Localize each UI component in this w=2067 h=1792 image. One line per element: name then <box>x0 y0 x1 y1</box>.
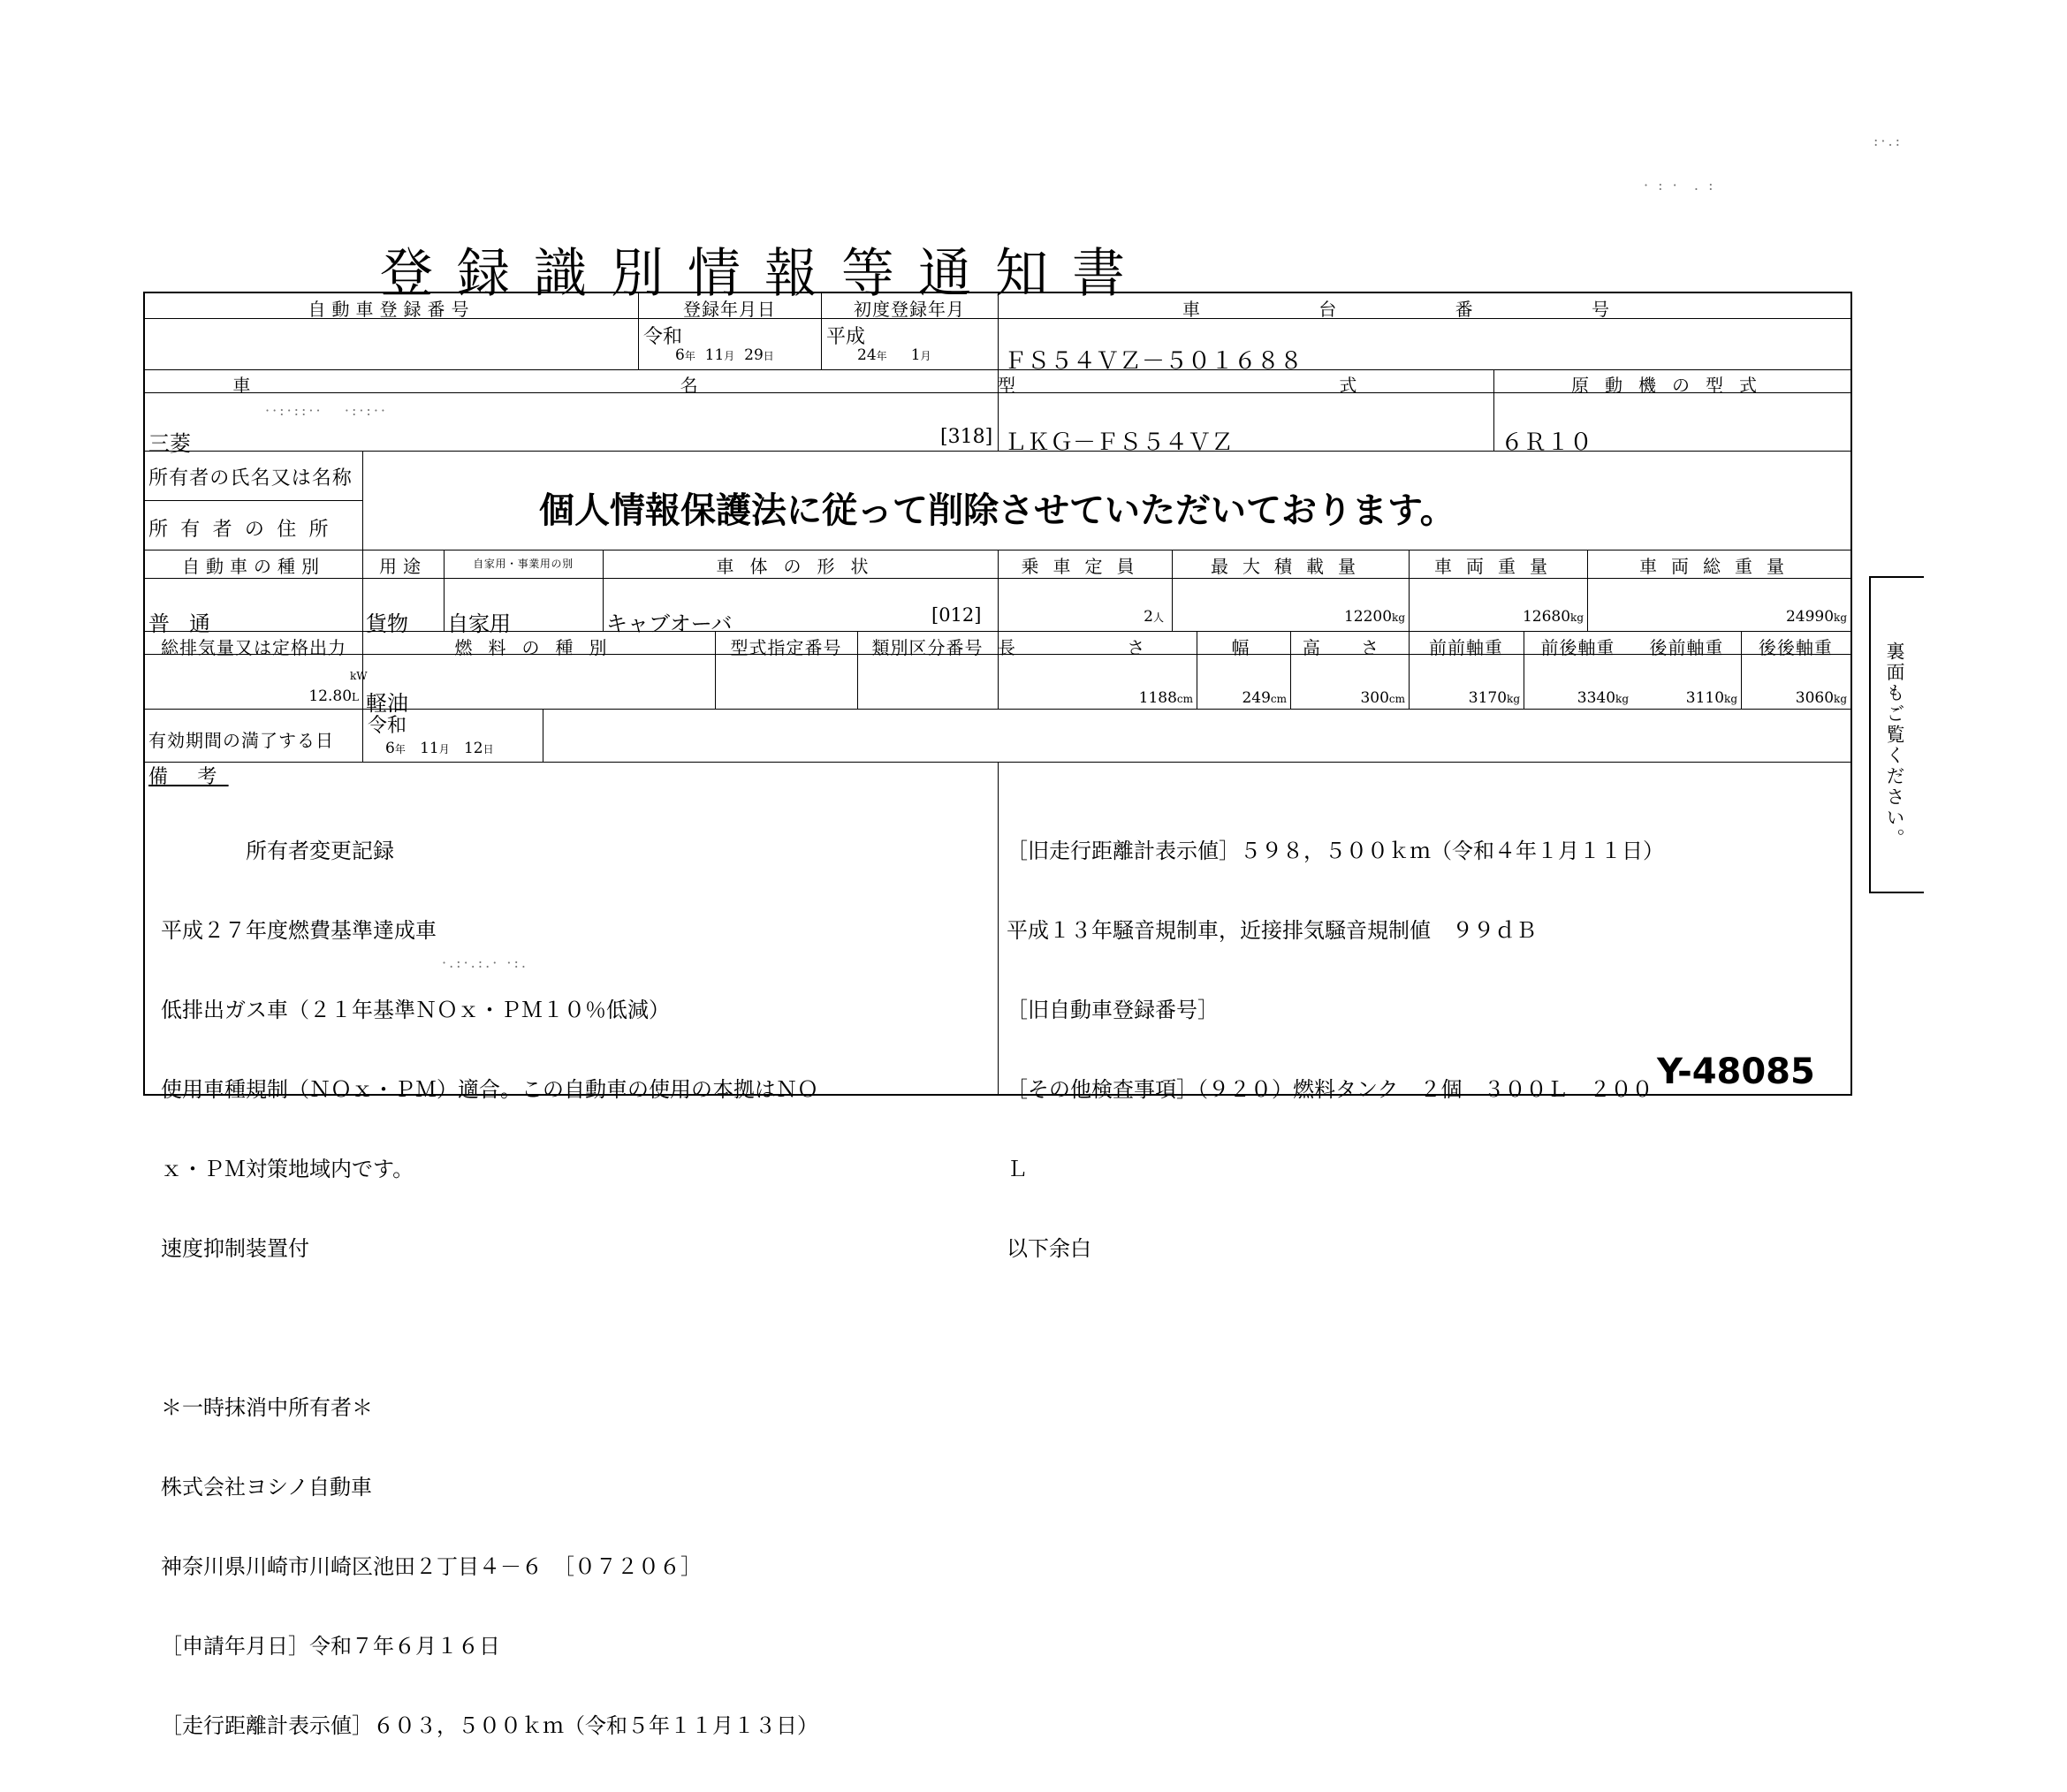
width-value: 249cm <box>1242 689 1287 707</box>
first-registration-era: 平成 <box>826 326 866 348</box>
header-class-number: 類別区分番号 <box>871 637 984 658</box>
remarks-line: 以下余白 <box>1007 1236 1091 1261</box>
use-value: 貨物 <box>366 611 408 636</box>
engine-model-value: ６Ｒ１０ <box>1501 429 1593 456</box>
height-value: 300cm <box>1360 689 1405 707</box>
document-title: 登録識別情報等通知書 <box>380 243 1149 305</box>
chassis-number-value: ＦＳ５４ＶＺ－５０１６８８ <box>1004 348 1303 375</box>
private-value: 自家用 <box>447 611 511 636</box>
body-shape-code: [012] <box>931 604 982 626</box>
scan-noise: ··:·::·· ·:·:·· <box>265 402 388 419</box>
header-vehicle-name: 車 名 <box>232 375 910 396</box>
header-vehicle-kind: 自動車の種別 <box>182 556 325 577</box>
rear-front-axle-value: 3110kg <box>1685 689 1737 707</box>
remarks-line: 神奈川県川崎市川崎区池田２丁目４－６ ［０７２０６］ <box>161 1554 702 1579</box>
length-value: 1188cm <box>1138 689 1193 707</box>
privacy-notice: 個人情報保護法に従って削除させていただいております。 <box>539 490 1455 531</box>
remarks-line: Ｌ <box>1007 1157 1028 1181</box>
header-front-rear-axle: 前後軸重 <box>1540 637 1615 658</box>
header-private-business: 自家用・事業用の別 <box>473 558 574 570</box>
header-displacement: 総排気量又は定格出力 <box>161 637 346 658</box>
header-length: 長 さ <box>998 637 1198 658</box>
remarks-line: 所有者変更記録 <box>161 839 394 863</box>
remarks-line: 株式会社ヨシノ自動車 <box>161 1475 373 1500</box>
expiry-date-value: 6年 11月 12日 <box>385 740 494 757</box>
remarks-line: 平成２７年度燃費基準達成車 <box>161 918 437 943</box>
fuel-value: 軽油 <box>366 691 408 716</box>
scan-noise: :·.: <box>1873 133 1903 149</box>
scan-noise: ·.:·.:.· ·:. <box>442 954 528 971</box>
registration-date-value: 6年 11月 29日 <box>675 346 774 364</box>
header-engine-model: 原動機の型式 <box>1571 375 1773 396</box>
header-height: 高 さ <box>1302 637 1397 658</box>
gross-weight-value: 24990kg <box>1785 608 1847 626</box>
remarks-line: 低排出ガス車（２１年基準ＮＯｘ・ＰＭ１０％低減） <box>161 998 670 1022</box>
header-width: 幅 <box>1231 637 1256 658</box>
remarks-line <box>161 1315 818 1341</box>
maker-code: [318] <box>940 426 993 448</box>
remarks-right-column <box>1007 785 1664 1315</box>
see-reverse-text: 裏面もご覧ください。 <box>1884 642 1905 850</box>
header-use: 用途 <box>379 556 427 577</box>
remarks-line: ［その他検査事項］（９２０）燃料タンク ２個 ３００Ｌ ２００ <box>1007 1077 1653 1102</box>
label-expiry: 有効期間の満了する日 <box>148 730 334 751</box>
header-front-front-axle: 前前軸重 <box>1429 637 1503 658</box>
body-shape-value: キャブオーバ <box>606 611 733 636</box>
header-vehicle-weight: 車両重量 <box>1434 556 1562 577</box>
see-reverse-tab <box>1869 576 1924 893</box>
remarks-line: ［申請年月日］令和７年６月１６日 <box>161 1634 500 1659</box>
header-capacity: 乗車定員 <box>1021 556 1149 577</box>
scan-noise: · : · . : <box>1644 177 1716 194</box>
remarks-line: ［旧自動車登録番号］ <box>1007 998 1219 1022</box>
vehicle-kind-value: 普 通 <box>148 611 217 636</box>
header-registration-number: 自動車登録番号 <box>308 299 475 320</box>
displacement-unit-kw: kW <box>350 670 368 682</box>
front-front-axle-value: 3170kg <box>1468 689 1520 707</box>
model-value: ＬＫＧ－ＦＳ５４ＶＺ <box>1004 429 1235 456</box>
header-rear-front-axle: 後前軸重 <box>1649 637 1724 658</box>
label-owner-name: 所有者の氏名又は名称 <box>148 467 353 490</box>
remarks-left-column <box>161 785 818 1792</box>
label-owner-address: 所有者の住所 <box>148 519 341 541</box>
rear-rear-axle-value: 3060kg <box>1795 689 1847 707</box>
expiry-era: 令和 <box>368 715 407 737</box>
remarks-line: ＊一時抹消中所有者＊ <box>161 1395 373 1420</box>
remarks-line: ｘ・ＰＭ対策地域内です。 <box>161 1157 414 1181</box>
label-remarks: 備 考 <box>148 766 229 788</box>
header-body-shape: 車体の形状 <box>716 556 885 577</box>
remarks-line: ［旧走行距離計表示値］５９８，５００ｋｍ（令和４年１月１１日） <box>1007 839 1664 863</box>
header-chassis-number: 車 台 番 号 <box>1182 299 1667 320</box>
header-max-load: 最大積載量 <box>1211 556 1370 577</box>
header-rear-rear-axle: 後後軸重 <box>1759 637 1833 658</box>
remarks-line: 使用車種規制（ＮＯｘ・ＰＭ）適合。この自動車の使用の本拠はＮＯ <box>161 1077 818 1102</box>
maker-name: 三菱 <box>148 431 191 456</box>
vehicle-weight-value: 12680kg <box>1522 608 1584 626</box>
header-fuel-type: 燃料の種別 <box>454 637 623 658</box>
header-registration-date: 登録年月日 <box>683 299 776 320</box>
remarks-line: ［走行距離計表示値］６０３，５００ｋｍ（令和５年１１月１３日） <box>161 1713 818 1738</box>
displacement-value: 12.80L <box>308 687 359 705</box>
reference-number: Y-48085 <box>1657 1052 1815 1092</box>
header-type-designation: 型式指定番号 <box>730 637 842 658</box>
registration-form <box>143 292 1852 1738</box>
max-load-value: 12200kg <box>1343 608 1405 626</box>
header-model: 型 式 <box>998 375 1516 396</box>
capacity-value: 2人 <box>1144 608 1164 626</box>
registration-era: 令和 <box>643 326 683 348</box>
first-registration-value: 24年 1月 <box>857 346 931 364</box>
remarks-line: 平成１３年騒音規制車，近接排気騒音規制値 ９９ｄＢ <box>1007 918 1537 943</box>
header-first-registration: 初度登録年月 <box>854 299 965 320</box>
header-gross-weight: 車両総重量 <box>1639 556 1798 577</box>
front-rear-axle-value: 3340kg <box>1577 689 1629 707</box>
remarks-line: 速度抑制装置付 <box>161 1236 309 1261</box>
